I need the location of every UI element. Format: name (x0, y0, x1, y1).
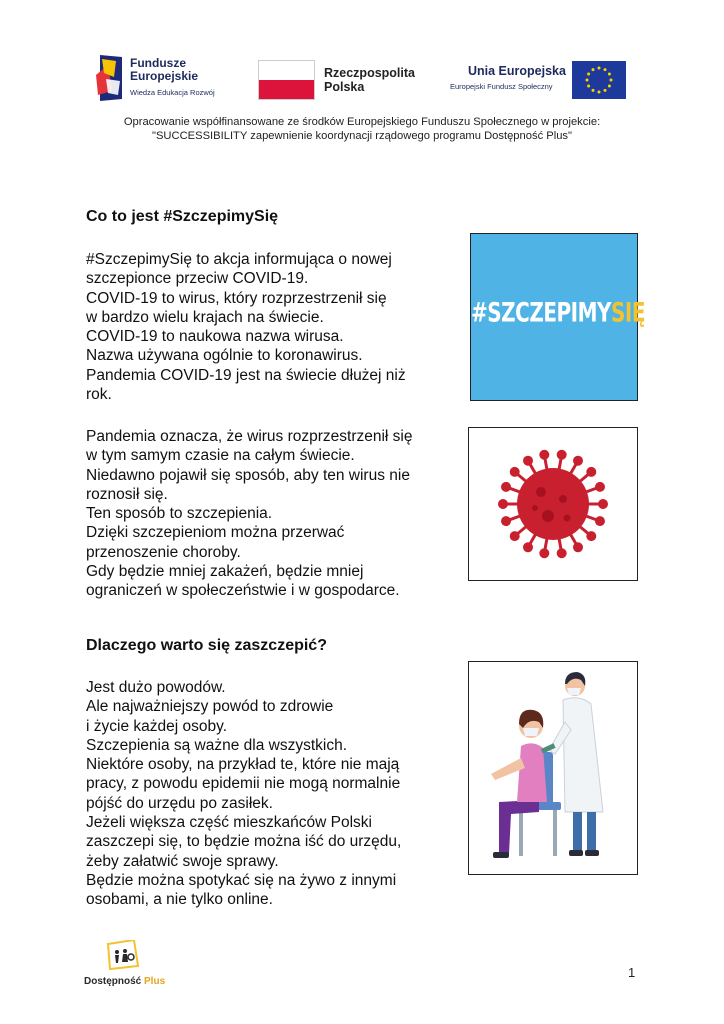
szczepimysie-campaign-image (470, 233, 646, 401)
text-line: Ten sposób to szczepienia. (86, 505, 273, 523)
coronavirus-image (468, 427, 638, 581)
rp-title-line2: Polska (324, 80, 365, 94)
text-line: szczepionce przeciw COVID-19. (86, 270, 309, 288)
text-line: przenoszenie choroby. (86, 543, 241, 561)
rp-title-line1: Rzeczpospolita (324, 66, 415, 80)
page-number: 1 (628, 965, 636, 980)
text-line: Pandemia oznacza, że wirus rozprzestrzenił się (86, 428, 413, 445)
text-line: rok. (86, 386, 112, 404)
text-line: w bardzo wielu krajach na świecie. (86, 308, 324, 326)
footer-logo-text-accent: Plus (144, 976, 166, 987)
text-line: Pandemia COVID-19 jest na świecie dłużej niż (86, 366, 406, 384)
text-line: Jest dużo powodów. (86, 679, 226, 696)
ue-subtitle: Europejski Fundusz Społeczny (450, 82, 553, 91)
funding-line-1: Opracowanie współfinansowane ze środków Europejskiego Funduszu Społecznego w projekcie: (123, 116, 601, 128)
text-line: w tym samym czasie na całym świecie. (86, 447, 355, 465)
text-line: Nazwa używana ogólnie to koronawirus. (86, 347, 363, 365)
polish-flag-icon (258, 60, 315, 100)
text-line: COVID-19 to wirus, który rozprzestrzenił się (86, 289, 387, 307)
campaign-text-main: #SZCZEPIMY (471, 295, 611, 329)
text-line: Niedawno pojawił się sposób, aby ten wirus nie (86, 466, 410, 484)
text-line: #SzczepimySię to akcja informująca o nowej (86, 251, 392, 268)
text-line: pójść do urzędu po zasiłek. (86, 794, 273, 812)
text-line: Ale najważniejszy powód to zdrowie (86, 698, 334, 716)
text-line: COVID-19 to naukowa nazwa wirusa. (86, 328, 344, 346)
eu-flag-icon (572, 61, 626, 99)
logo-rzeczpospolita-polska (258, 60, 428, 100)
text-line: osobami, a nie tylko online. (86, 891, 273, 909)
text-line: Dzięki szczepieniom można przerwać (86, 524, 345, 542)
text-line: pracy, z powodu epidemii nie mogą normalnie (86, 775, 401, 793)
text-line: Szczepienia są ważne dla wszystkich. (86, 736, 348, 754)
vaccination-illustration (468, 661, 638, 875)
campaign-text-accent: SIĘ (611, 295, 646, 329)
text-line: roznosił się. (86, 485, 168, 503)
fe-title-line2: Europejskie (130, 69, 199, 83)
funding-line-2: "SUCCESSIBILITY zapewnienie koordynacji rządowego programu Dostępność Plus" (151, 130, 573, 142)
section-2-heading: Dlaczego warto się zaszczepić? (86, 637, 327, 654)
vaccination-scene-icon (469, 662, 637, 874)
ue-title: Unia Europejska (468, 64, 566, 78)
section-1-paragraph-1 (86, 250, 406, 404)
logo-fundusze-europejskie (96, 55, 236, 101)
text-line: żeby załatwić swoje sprawy. (86, 852, 279, 870)
text-line: Jeżeli większa część mieszkańców Polski (86, 814, 372, 832)
dostepnosc-plus-icon (106, 940, 140, 970)
section-1-paragraph-2 (86, 427, 413, 601)
text-line: Będzie można spotykać się na żywo z innymi (86, 871, 397, 889)
virus-icon (493, 444, 613, 564)
fundusze-europejskie-icon (96, 55, 122, 101)
funding-statement (60, 115, 664, 143)
dostepnosc-plus-logo (84, 940, 174, 990)
text-line: i życie każdej osoby. (86, 717, 227, 735)
fe-subtitle: Wiedza Edukacja Rozwój (130, 88, 215, 97)
footer-logo-text-main: Dostępność (84, 976, 142, 987)
section-1-heading: Co to jest #SzczepimySię (86, 208, 279, 225)
text-line: Gdy będzie mniej zakażeń, będzie mniej (86, 563, 364, 581)
text-line: ograniczeń w społeczeństwie i w gospodarce. (86, 582, 400, 600)
text-line: Niektóre osoby, na przykład te, które nie mają (86, 756, 400, 774)
logo-unia-europejska (450, 60, 630, 100)
section-2-paragraph (86, 678, 401, 910)
text-line: zaszczepi się, to będzie można iść do urzędu, (86, 833, 402, 851)
fe-title-line1: Fundusze (130, 56, 186, 70)
